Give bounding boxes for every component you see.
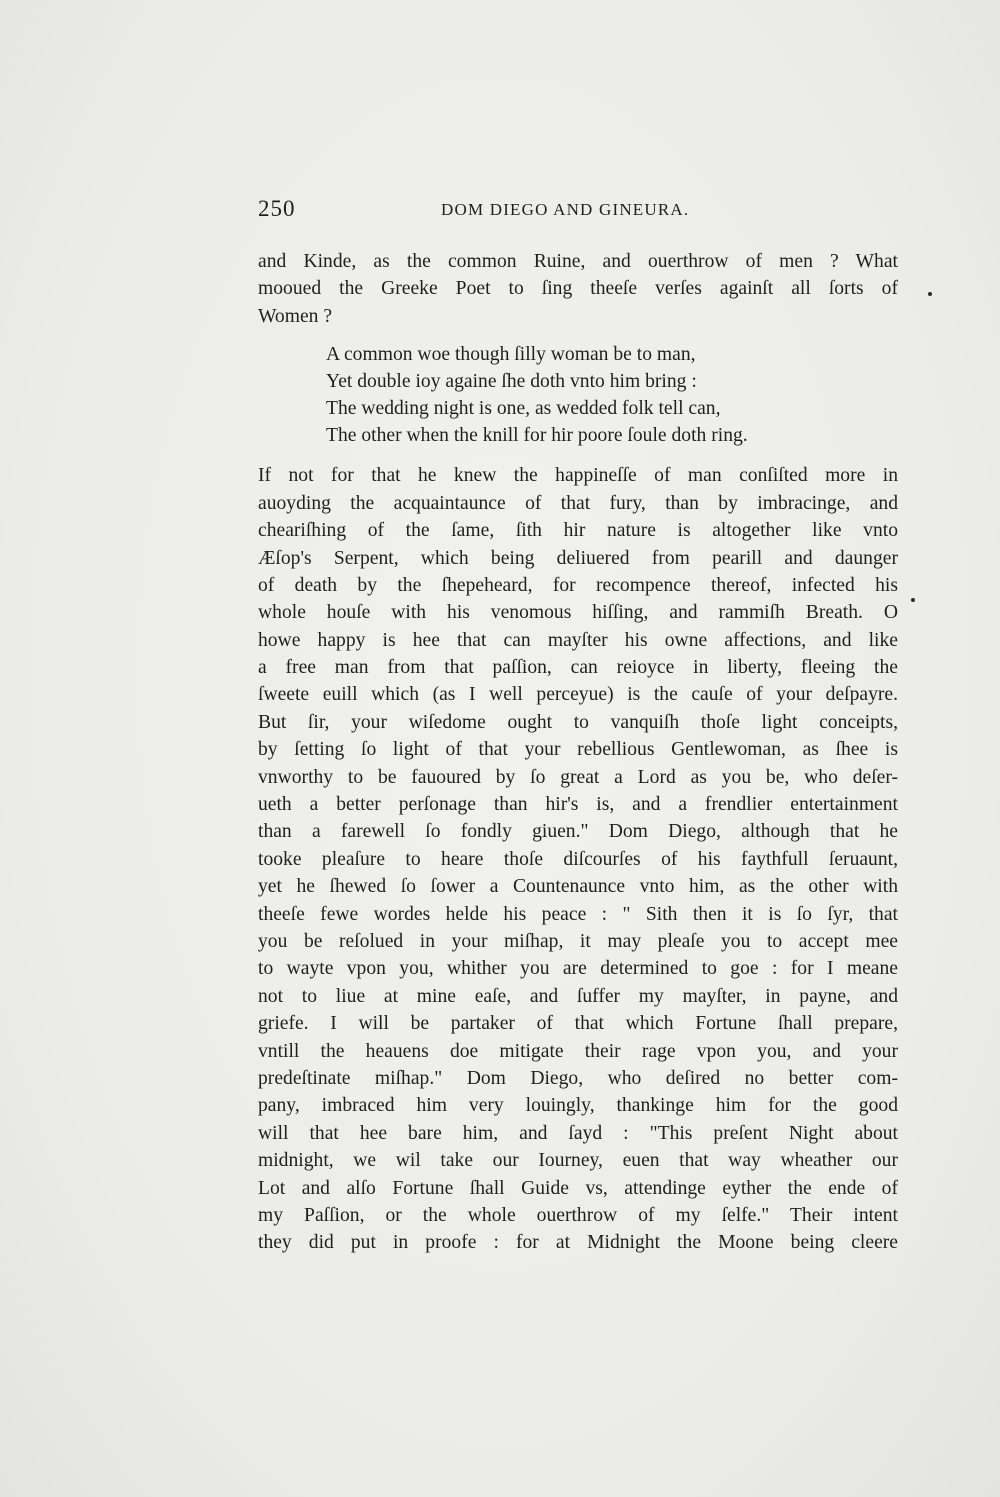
- text-line: auoyding the acquaintaunce of that fury, than by imbracinge, and: [258, 492, 898, 514]
- text-line: theeſe fewe wordes helde his peace : " Sith then it is ſo ſyr, that: [258, 903, 898, 925]
- text-line: pany, imbraced him very louingly, thankinge him for the good: [258, 1095, 898, 1117]
- text-line: Æſop's Serpent, which being deliuered from pearill and daunger: [258, 547, 898, 569]
- text-line: midnight, we wil take our Iourney, euen that way wheather our: [258, 1150, 898, 1172]
- verse-stanza: [326, 341, 898, 448]
- page-header: [258, 196, 898, 226]
- ink-speck: [911, 598, 915, 602]
- text-line: by ſetting ſo light of that your rebellious Gentlewoman, as ſhee is: [258, 739, 898, 761]
- text-line: ſweete euill which (as I well perceyue) is the cauſe of your deſpayre.: [258, 684, 898, 706]
- ink-speck: [928, 292, 932, 296]
- text-line: mooued the Greeke Poet to ſing theeſe verſes againſt all ſorts of: [258, 278, 898, 300]
- prose-paragraph-2: [258, 462, 898, 1256]
- text-line: not to liue at mine eaſe, and ſuffer my mayſter, in payne, and: [258, 985, 898, 1007]
- text-block: [258, 248, 898, 1257]
- text-line: will that hee bare him, and ſayd : "This preſent Night about: [258, 1122, 898, 1144]
- prose-paragraph-1: [258, 248, 898, 330]
- page-number: 250: [258, 196, 296, 221]
- text-line: my Paſſion, or the whole ouerthrow of my ſelfe." Their intent: [258, 1204, 898, 1226]
- verse-line: A common woe though ſilly woman be to man,: [326, 344, 696, 366]
- text-line: of death by the ſhepeheard, for recompence thereof, infected his: [258, 574, 898, 596]
- text-line: vnworthy to be fauoured by ſo great a Lord as you be, who deſer-: [258, 766, 898, 788]
- text-line: howe happy is hee that can mayſter his owne affections, and like: [258, 629, 898, 651]
- text-line: But ſir, your wiſedome ought to vanquiſh thoſe light conceipts,: [258, 711, 898, 733]
- running-head: DOM DIEGO AND GINEURA.: [441, 200, 690, 219]
- text-line: Women ?: [258, 305, 333, 327]
- text-line: predeſtinate miſhap." Dom Diego, who deſired no better com-: [258, 1067, 898, 1089]
- text-line: they did put in proofe : for at Midnight the Moone being cleere: [258, 1232, 898, 1254]
- text-line: a free man from that paſſion, can reioyce in liberty, fleeing the: [258, 657, 898, 679]
- text-line: vntill the heauens doe mitigate their rage vpon you, and your: [258, 1040, 898, 1062]
- text-line: Lot and alſo Fortune ſhall Guide vs, attendinge eyther the ende of: [258, 1177, 898, 1199]
- text-line: than a farewell ſo fondly giuen." Dom Diego, although that he: [258, 821, 898, 843]
- text-line: griefe. I will be partaker of that which Fortune ſhall prepare,: [258, 1013, 898, 1035]
- verse-line: Yet double ioy againe ſhe doth vnto him bring :: [326, 370, 697, 392]
- text-line: and Kinde, as the common Ruine, and ouerthrow of men ? What: [258, 251, 898, 272]
- text-line: tooke pleaſure to heare thoſe diſcourſes of his faythfull ſeruaunt,: [258, 848, 898, 870]
- text-line: yet he ſhewed ſo ſower a Countenaunce vnto him, as the other with: [258, 876, 898, 898]
- verse-line: The wedding night is one, as wedded folk tell can,: [326, 397, 721, 419]
- text-line: you be reſolued in your miſhap, it may pleaſe you to accept mee: [258, 931, 898, 952]
- text-line: cheariſhing of the ſame, ſith hir nature is altogether like vnto: [258, 520, 898, 542]
- text-line: If not for that he knew the happineſſe of man conſiſted more in: [258, 465, 898, 487]
- text-line: ueth a better perſonage than hir's is, and a frendlier entertainment: [258, 794, 898, 816]
- text-line: to wayte vpon you, whither you are determined to goe : for I meane: [258, 958, 898, 980]
- verse-line: The other when the knill for hir poore ſoule doth ring.: [326, 424, 748, 446]
- text-line: whole houſe with his venomous hiſſing, and rammiſh Breath. O: [258, 602, 898, 624]
